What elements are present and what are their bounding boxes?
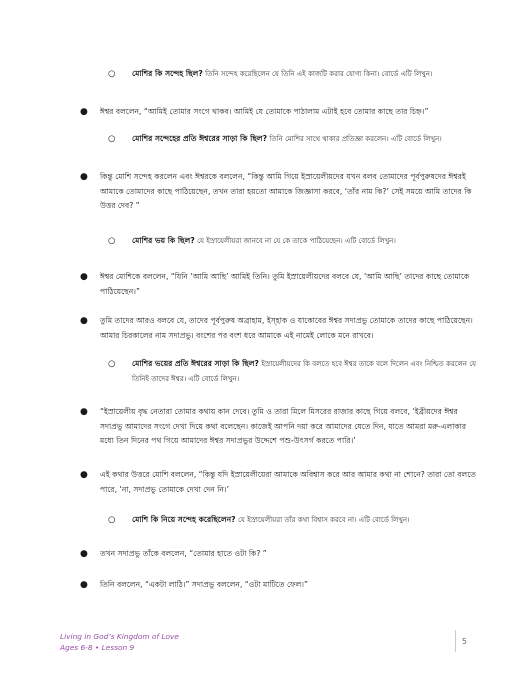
bullet-dot-icon: ● — [80, 470, 88, 480]
bullet-circle-icon: ○ — [108, 515, 116, 525]
bullet-circle-icon: ○ — [108, 359, 116, 369]
bullet-dot-icon: ● — [80, 580, 88, 590]
list-item-question — [132, 67, 477, 82]
bullet-circle-icon: ○ — [108, 134, 116, 144]
list-item-scripture: তিনি বললেন, “একটা লাঠি।” সদাপ্রভু বললেন, “ওটা মাটিতে ফেল।” — [100, 580, 308, 589]
bullet-dot-icon: ● — [80, 172, 88, 182]
question-text: মোশির ভয় কি ছিল? — [132, 236, 195, 245]
page-number: 5 — [462, 637, 467, 646]
bullet-circle-icon: ○ — [108, 69, 116, 79]
list-item-scripture: ঈশ্বর মোশিকে বললেন, “যিনি ‘আমি আছি’ আমিই তিনি। তুমি ইস্রায়েলীয়দের বলবে যে, ‘আমি আছি’ তাদের কাছে তোমাকে পাঠিয়েছেন।” — [100, 272, 470, 296]
answer-note: তিনি মোশির সাথে থাকার প্রতিজ্ঞা করলেন। এটি বোর্ডে লিখুন। — [269, 135, 442, 143]
bullet-circle-icon: ○ — [108, 236, 116, 246]
question-text: মোশির সন্দেহের প্রতি ঈশ্বরের সাড়া কি ছিল? — [132, 134, 267, 143]
answer-note: ইস্রায়েলীয়দের কি বলতে হবে ঈশ্বর তাকে বলে দিলেন এবং নিশ্চিত করলেন যে তিনিই তাদের ঈশ্বর। এটি বোর্ডে লিখুন। — [132, 360, 477, 383]
list-item-question — [132, 132, 477, 147]
footer-subtitle: Ages 6-8 • Lesson 9 — [60, 643, 135, 652]
question-text: মোশি কি নিয়ে সন্দেহ করেছিলেন? — [132, 515, 236, 524]
list-item-scripture: কিন্তু মোশি সন্দেহ করলেন এবং ঈশ্বরকে বললেন, “কিন্তু আমি গিয়ে ইস্রায়েলীয়দের যখন বলব তোমাদের পূর্বপুরুষদের ঈশ্বরই আমাকে তোমাদের কাছে পাঠিয়েছেন, তখন তারা হয়তো আমাকে জিজ্ঞাসা করবে, ‘তাঁর নাম কি?’ সেই সময়ে আমি তাদের কি উত্তর দেব? ” — [100, 172, 472, 210]
bullet-dot-icon: ● — [80, 549, 88, 559]
list-item-scripture: তখন সদাপ্রভু তাঁকে বললেন, “তোমার হাতে ওটা কি? ” — [100, 549, 267, 558]
answer-note: যে ইস্রায়েলীয়রা তাঁর কথা বিশ্বাস করবে না। এটি বোর্ডে লিখুন। — [238, 516, 410, 524]
bullet-dot-icon: ● — [80, 316, 88, 326]
bullet-dot-icon: ● — [80, 107, 88, 117]
list-item-question — [132, 234, 477, 249]
footer-divider — [455, 630, 456, 652]
question-text: মোশির কি সন্দেহ ছিল? — [132, 69, 203, 78]
list-item-scripture: তুমি তাদের আরও বলবে যে, তাদের পূর্বপুরুষ অব্রাহাম, ইস্হাক ও যাকোবের ঈশ্বর সদাপ্রভু তোমাকে তাদের কাছে পাঠিয়েছেন। আমার চিরকালের নাম সদাপ্রভু। বংশের পর বংশ ধরে আমাকে এই নামেই লোকে মনে রাখবে। — [100, 316, 473, 340]
footer-title: Living in God’s Kingdom of Love — [60, 632, 179, 641]
list-item-scripture: এই কথার উত্তরে মোশি বললেন, “কিন্তু যদি ইস্রায়েলীয়েরা আমাকে অবিশ্বাস করে আর আমার কথা না শোনে? তারা তো বলতে পারে, ‘না, সদাপ্রভু তোমাকে দেখা দেন নি।’ — [100, 470, 476, 494]
list-item-question — [132, 357, 477, 386]
question-text: মোশির ভয়ের প্রতি ঈশ্বরের সাড়া কি ছিল? — [132, 359, 259, 368]
answer-note: তিনি সন্দেহ করেছিলেন যে তিনি এই কাজটি করার যোগ্য কিনা। বোর্ডে এটি লিখুন। — [205, 70, 433, 78]
answer-note: যে ইস্রায়েলীয়রা জানবে না যে কে তাকে পাঠিয়েছেন। এটি বোর্ডে লিখুন। — [197, 237, 396, 245]
list-item-question — [132, 513, 477, 528]
bullet-dot-icon: ● — [80, 272, 88, 282]
list-item-scripture: ঈশ্বর বললেন, “আমিই তোমার সংগে থাকব। আমিই যে তোমাকে পাঠালাম এটাই হবে তোমার কাছে তার চিহ্ন।” — [100, 107, 429, 116]
bullet-dot-icon: ● — [80, 407, 88, 417]
list-item-scripture: “ইস্রায়েলীয় বৃদ্ধ নেতারা তোমার কথায় কান দেবে। তুমি ও তারা মিলে মিসরের রাজার কাছে গিয়ে বলবে, ‘ইব্রীয়দের ঈশ্বর সদাপ্রভু আমাদের সংগে দেখা দিয়ে কথা বলেছেন। কাজেই আপনি দয়া করে আমাদের যেতে দিন, যাতে আমরা মরু-এলাকার মধ্যে তিন দিনের পথ গিয়ে আমাদের ঈশ্বর সদাপ্রভুর উদ্দেশে পশু-উৎসর্গ করতে পারি।’ — [100, 407, 467, 445]
page-footer — [60, 631, 179, 653]
